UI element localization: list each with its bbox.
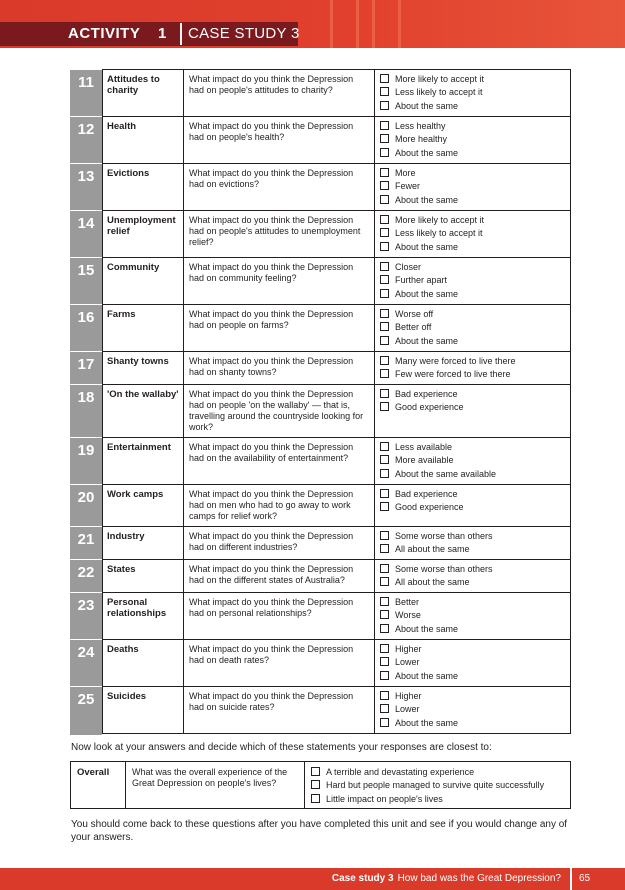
answer-option[interactable] bbox=[380, 194, 571, 207]
answer-option[interactable] bbox=[380, 214, 571, 227]
row-divider bbox=[102, 116, 571, 117]
answer-option[interactable] bbox=[380, 86, 571, 99]
header-stripe bbox=[330, 0, 333, 48]
answer-options bbox=[374, 639, 571, 683]
answer-option[interactable] bbox=[380, 308, 571, 321]
overall-topic: Overall bbox=[77, 767, 110, 778]
option-label: Few were forced to live there bbox=[395, 369, 511, 380]
option-label: Worse off bbox=[395, 309, 434, 319]
answer-option[interactable] bbox=[380, 401, 571, 414]
answer-option[interactable] bbox=[380, 261, 571, 274]
overall-table bbox=[70, 761, 571, 809]
option-label: About the same bbox=[395, 100, 459, 111]
row-divider bbox=[70, 304, 102, 305]
question-text: What impact do you think the Depression had on the different states of Australia? bbox=[189, 564, 354, 585]
question-topic: 'On the wallaby' bbox=[107, 389, 179, 400]
option-label: About the same bbox=[395, 147, 459, 158]
questions-table bbox=[70, 69, 571, 734]
option-label: More bbox=[395, 168, 416, 178]
option-label: Closer bbox=[395, 262, 422, 272]
column-divider bbox=[570, 69, 571, 734]
answer-option[interactable] bbox=[380, 274, 571, 287]
checkbox-icon[interactable] bbox=[380, 275, 389, 284]
option-label: More healthy bbox=[395, 134, 448, 145]
checkbox-icon[interactable] bbox=[311, 767, 320, 776]
option-label: More likely to accept it bbox=[395, 215, 485, 225]
option-label: Higher bbox=[395, 644, 422, 654]
answer-options bbox=[374, 384, 571, 415]
row-divider bbox=[102, 526, 571, 527]
overall-question: What was the overall experience of the Great Depression on people's lives? bbox=[132, 767, 288, 788]
checkbox-icon[interactable] bbox=[380, 502, 389, 511]
question-number: 16 bbox=[77, 309, 95, 326]
option-label: Bad experience bbox=[395, 489, 458, 499]
checkbox-icon[interactable] bbox=[380, 597, 389, 606]
answer-option[interactable] bbox=[380, 468, 571, 481]
question-text: What impact do you think the Depression had on people on farms? bbox=[189, 309, 354, 330]
checkbox-icon[interactable] bbox=[380, 322, 389, 331]
checkbox-icon[interactable] bbox=[380, 134, 389, 143]
checkbox-icon[interactable] bbox=[380, 101, 389, 110]
question-number: 25 bbox=[77, 691, 95, 708]
option-label: Good experience bbox=[395, 402, 464, 413]
checkbox-icon[interactable] bbox=[380, 718, 389, 727]
checkbox-icon[interactable] bbox=[380, 228, 389, 237]
table-row bbox=[70, 210, 571, 257]
checkbox-icon[interactable] bbox=[311, 794, 320, 803]
option-label: Less available bbox=[395, 442, 453, 452]
checkbox-icon[interactable] bbox=[380, 564, 389, 573]
table-row bbox=[70, 559, 571, 592]
row-divider bbox=[70, 559, 102, 560]
option-label: About the same bbox=[395, 288, 459, 299]
question-text: What impact do you think the Depression had on people 'on the wallaby' — that is, travelling around the countryside looking for work? bbox=[189, 389, 364, 432]
answer-option[interactable] bbox=[380, 454, 571, 467]
option-label: More likely to accept it bbox=[395, 74, 485, 84]
question-topic: Suicides bbox=[107, 691, 147, 702]
question-text: What impact do you think the Depression had on the availability of entertainment? bbox=[189, 442, 354, 463]
option-label: All about the same bbox=[395, 577, 470, 588]
answer-options bbox=[374, 163, 571, 207]
question-number: 15 bbox=[77, 262, 95, 279]
row-divider bbox=[70, 384, 102, 385]
table-row bbox=[70, 484, 571, 526]
option-label: Hard but people managed to survive quite successfully bbox=[326, 780, 545, 791]
option-label: About the same available bbox=[395, 468, 497, 479]
footer-title bbox=[332, 873, 561, 884]
option-label: All about the same bbox=[395, 544, 470, 555]
row-divider bbox=[70, 484, 102, 485]
row-divider bbox=[70, 437, 102, 438]
question-topic: Evictions bbox=[107, 168, 150, 179]
question-text: What impact do you think the Depression had on people's attitudes to unemployment relief? bbox=[189, 215, 361, 247]
row-divider bbox=[102, 437, 571, 438]
checkbox-icon[interactable] bbox=[311, 780, 320, 789]
row-divider bbox=[70, 257, 102, 258]
case-study-label: CASE STUDY 3 bbox=[188, 25, 300, 42]
answer-options bbox=[374, 210, 571, 254]
option-label: Worse bbox=[395, 610, 421, 621]
option-label: Good experience bbox=[395, 502, 464, 513]
checkbox-icon[interactable] bbox=[380, 577, 389, 586]
checkbox-icon[interactable] bbox=[380, 195, 389, 204]
option-label: About the same bbox=[395, 670, 459, 681]
question-text: What impact do you think the Depression had on community feeling? bbox=[189, 262, 354, 283]
checkbox-icon[interactable] bbox=[380, 691, 389, 700]
answer-option[interactable] bbox=[380, 368, 571, 381]
answer-option[interactable] bbox=[380, 388, 571, 401]
answer-options bbox=[374, 69, 571, 113]
answer-option[interactable] bbox=[380, 596, 571, 609]
question-topic: Attitudes to charity bbox=[107, 74, 160, 96]
footer-title-text: How bad was the Great Depression? bbox=[397, 873, 561, 884]
answer-options bbox=[374, 116, 571, 160]
option-label: A terrible and devastating experience bbox=[326, 767, 475, 777]
answer-options bbox=[374, 351, 571, 382]
table-row bbox=[70, 592, 571, 639]
table-row bbox=[70, 686, 571, 733]
header-stripe bbox=[398, 0, 401, 48]
table-row bbox=[70, 384, 571, 437]
overall-option[interactable] bbox=[311, 766, 544, 779]
answer-options bbox=[374, 526, 571, 557]
question-number: 17 bbox=[77, 356, 95, 373]
answer-option[interactable] bbox=[380, 335, 571, 348]
checkbox-icon[interactable] bbox=[380, 531, 389, 540]
question-number: 19 bbox=[77, 442, 95, 459]
question-text: What impact do you think the Depression had on death rates? bbox=[189, 644, 354, 665]
question-text: What impact do you think the Depression had on shanty towns? bbox=[189, 356, 354, 377]
checkbox-icon[interactable] bbox=[380, 309, 389, 318]
answer-options bbox=[374, 686, 571, 730]
checkbox-icon[interactable] bbox=[380, 644, 389, 653]
question-topic: Unemployment relief bbox=[107, 215, 176, 237]
option-label: Some worse than others bbox=[395, 564, 493, 574]
checkbox-icon[interactable] bbox=[380, 356, 389, 365]
header-stripe bbox=[356, 0, 359, 48]
answer-option[interactable] bbox=[380, 717, 571, 730]
row-divider bbox=[102, 163, 571, 164]
answer-option[interactable] bbox=[380, 563, 571, 576]
option-label: Better off bbox=[395, 322, 432, 333]
option-label: Less likely to accept it bbox=[395, 228, 483, 239]
checkbox-icon[interactable] bbox=[380, 671, 389, 680]
question-topic: Health bbox=[107, 121, 137, 132]
checkbox-icon[interactable] bbox=[380, 469, 389, 478]
answer-option[interactable] bbox=[380, 690, 571, 703]
checkbox-icon[interactable] bbox=[380, 657, 389, 666]
checkbox-icon[interactable] bbox=[380, 74, 389, 83]
answer-option[interactable] bbox=[380, 576, 571, 589]
question-number: 24 bbox=[77, 644, 95, 661]
row-divider bbox=[102, 384, 571, 385]
question-topic: Shanty towns bbox=[107, 356, 169, 367]
question-text: What impact do you think the Depression had on different industries? bbox=[189, 531, 354, 552]
answer-options bbox=[374, 484, 571, 515]
row-divider bbox=[70, 163, 102, 164]
answer-option[interactable] bbox=[380, 609, 571, 622]
row-divider bbox=[102, 304, 571, 305]
table-row bbox=[70, 163, 571, 210]
row-divider bbox=[102, 559, 571, 560]
column-divider bbox=[102, 69, 103, 734]
table-row bbox=[70, 351, 571, 384]
table-divider bbox=[125, 762, 126, 808]
option-label: Further apart bbox=[395, 275, 448, 286]
question-text: What impact do you think the Depression had on evictions? bbox=[189, 168, 354, 189]
header-stripe bbox=[372, 0, 375, 48]
question-topic: Community bbox=[107, 262, 160, 273]
checkbox-icon[interactable] bbox=[380, 442, 389, 451]
overall-option[interactable] bbox=[311, 779, 544, 792]
question-number: 11 bbox=[78, 74, 94, 91]
answer-option[interactable] bbox=[380, 355, 571, 368]
table-row bbox=[70, 437, 571, 484]
question-number: 20 bbox=[77, 489, 95, 506]
option-label: Bad experience bbox=[395, 389, 458, 399]
answer-option[interactable] bbox=[380, 543, 571, 556]
row-divider bbox=[70, 116, 102, 117]
page-footer bbox=[0, 868, 625, 890]
answer-option[interactable] bbox=[380, 288, 571, 301]
option-label: Less likely to accept it bbox=[395, 87, 483, 98]
checkbox-icon[interactable] bbox=[380, 168, 389, 177]
column-divider bbox=[374, 69, 375, 734]
checkbox-icon[interactable] bbox=[380, 610, 389, 619]
checkbox-icon[interactable] bbox=[380, 402, 389, 411]
answer-option[interactable] bbox=[380, 180, 571, 193]
page-number: 65 bbox=[579, 873, 591, 884]
answer-option[interactable] bbox=[380, 441, 571, 454]
row-divider bbox=[70, 69, 102, 70]
row-divider bbox=[70, 210, 102, 211]
question-number: 23 bbox=[77, 597, 95, 614]
answer-option[interactable] bbox=[380, 656, 571, 669]
table-row bbox=[70, 526, 571, 559]
row-divider bbox=[70, 639, 102, 640]
option-label: About the same bbox=[395, 241, 459, 252]
table-border bbox=[102, 733, 571, 734]
overall-options bbox=[311, 766, 544, 806]
checkbox-icon[interactable] bbox=[380, 148, 389, 157]
question-number: 22 bbox=[77, 564, 95, 581]
row-divider bbox=[70, 351, 102, 352]
row-divider bbox=[70, 592, 102, 593]
option-label: Little impact on people's lives bbox=[326, 793, 443, 804]
checkbox-icon[interactable] bbox=[380, 262, 389, 271]
question-topic: Industry bbox=[107, 531, 145, 542]
question-text: What impact do you think the Depression had on personal relationships? bbox=[189, 597, 354, 618]
question-text: What impact do you think the Depression had on suicide rates? bbox=[189, 691, 354, 712]
question-topic: Personal relationships bbox=[107, 597, 167, 619]
option-label: Higher bbox=[395, 691, 422, 701]
row-divider bbox=[102, 69, 571, 70]
footnote-text: You should come back to these questions after you have completed this unit and see if you would change any of your answers. bbox=[71, 819, 568, 843]
answer-option[interactable] bbox=[380, 530, 571, 543]
option-label: Better bbox=[395, 597, 420, 607]
answer-option[interactable] bbox=[380, 73, 571, 86]
question-number: 18 bbox=[77, 389, 95, 406]
question-number: 14 bbox=[77, 215, 95, 232]
option-label: About the same bbox=[395, 194, 459, 205]
answer-option[interactable] bbox=[380, 703, 571, 716]
column-divider bbox=[183, 69, 184, 734]
table-row bbox=[70, 69, 571, 116]
option-label: Fewer bbox=[395, 181, 421, 192]
answer-option[interactable] bbox=[380, 100, 571, 113]
table-row bbox=[70, 304, 571, 351]
checkbox-icon[interactable] bbox=[380, 369, 389, 378]
question-topic: Work camps bbox=[107, 489, 164, 500]
question-text: What impact do you think the Depression had on people's attitudes to charity? bbox=[189, 74, 354, 95]
checkbox-icon[interactable] bbox=[380, 289, 389, 298]
row-divider bbox=[102, 592, 571, 593]
option-label: Lower bbox=[395, 704, 420, 715]
question-text: What impact do you think the Depression had on men who had to go away to work camps for relief work? bbox=[189, 489, 354, 521]
header-divider bbox=[180, 23, 182, 45]
activity-number: 1 bbox=[158, 25, 167, 42]
answer-option[interactable] bbox=[380, 321, 571, 334]
option-label: About the same bbox=[395, 335, 459, 346]
row-divider bbox=[102, 351, 571, 352]
answer-option[interactable] bbox=[380, 643, 571, 656]
checkbox-icon[interactable] bbox=[380, 544, 389, 553]
checkbox-icon[interactable] bbox=[380, 624, 389, 633]
question-topic: Deaths bbox=[107, 644, 139, 655]
answer-option[interactable] bbox=[380, 147, 571, 160]
checkbox-icon[interactable] bbox=[380, 181, 389, 190]
row-divider bbox=[102, 210, 571, 211]
footer-separator bbox=[570, 868, 572, 890]
option-label: About the same bbox=[395, 717, 459, 728]
instruction-text: Now look at your answers and decide which of these statements your responses are closest to: bbox=[71, 742, 492, 753]
answer-options bbox=[374, 257, 571, 301]
checkbox-icon[interactable] bbox=[380, 215, 389, 224]
checkbox-icon[interactable] bbox=[380, 455, 389, 464]
table-divider bbox=[304, 762, 305, 808]
option-label: About the same bbox=[395, 623, 459, 634]
checkbox-icon[interactable] bbox=[380, 704, 389, 713]
option-label: Lower bbox=[395, 657, 420, 668]
table-row bbox=[70, 257, 571, 304]
checkbox-icon[interactable] bbox=[380, 389, 389, 398]
answer-options bbox=[374, 559, 571, 590]
answer-option[interactable] bbox=[380, 488, 571, 501]
answer-option[interactable] bbox=[380, 120, 571, 133]
row-divider bbox=[70, 526, 102, 527]
row-divider bbox=[102, 257, 571, 258]
row-divider bbox=[102, 484, 571, 485]
table-row bbox=[70, 116, 571, 163]
page-header bbox=[0, 0, 625, 48]
answer-option[interactable] bbox=[380, 227, 571, 240]
table-row bbox=[70, 639, 571, 686]
answer-option[interactable] bbox=[380, 623, 571, 636]
option-label: Many were forced to live there bbox=[395, 356, 516, 366]
option-label: Less healthy bbox=[395, 121, 446, 131]
answer-option[interactable] bbox=[380, 670, 571, 683]
question-number: 21 bbox=[77, 531, 95, 548]
checkbox-icon[interactable] bbox=[380, 121, 389, 130]
question-topic: Farms bbox=[107, 309, 136, 320]
answer-options bbox=[374, 304, 571, 348]
checkbox-icon[interactable] bbox=[380, 336, 389, 345]
question-topic: Entertainment bbox=[107, 442, 171, 453]
footer-case-label: Case study 3 bbox=[331, 873, 394, 884]
answer-option[interactable] bbox=[380, 501, 571, 514]
option-label: More available bbox=[395, 455, 454, 466]
question-number: 13 bbox=[77, 168, 95, 185]
answer-options bbox=[374, 437, 571, 481]
row-divider bbox=[102, 639, 571, 640]
option-label: Some worse than others bbox=[395, 531, 493, 541]
question-text: What impact do you think the Depression had on people's health? bbox=[189, 121, 354, 142]
row-divider bbox=[70, 686, 102, 687]
checkbox-icon[interactable] bbox=[380, 87, 389, 96]
checkbox-icon[interactable] bbox=[380, 489, 389, 498]
checkbox-icon[interactable] bbox=[380, 242, 389, 251]
answer-option[interactable] bbox=[380, 167, 571, 180]
row-divider bbox=[102, 686, 571, 687]
question-number: 12 bbox=[77, 121, 95, 138]
answer-option[interactable] bbox=[380, 241, 571, 254]
activity-label: ACTIVITY bbox=[68, 25, 141, 42]
overall-option[interactable] bbox=[311, 793, 544, 806]
answer-option[interactable] bbox=[380, 133, 571, 146]
question-topic: States bbox=[107, 564, 136, 575]
answer-options bbox=[374, 592, 571, 636]
